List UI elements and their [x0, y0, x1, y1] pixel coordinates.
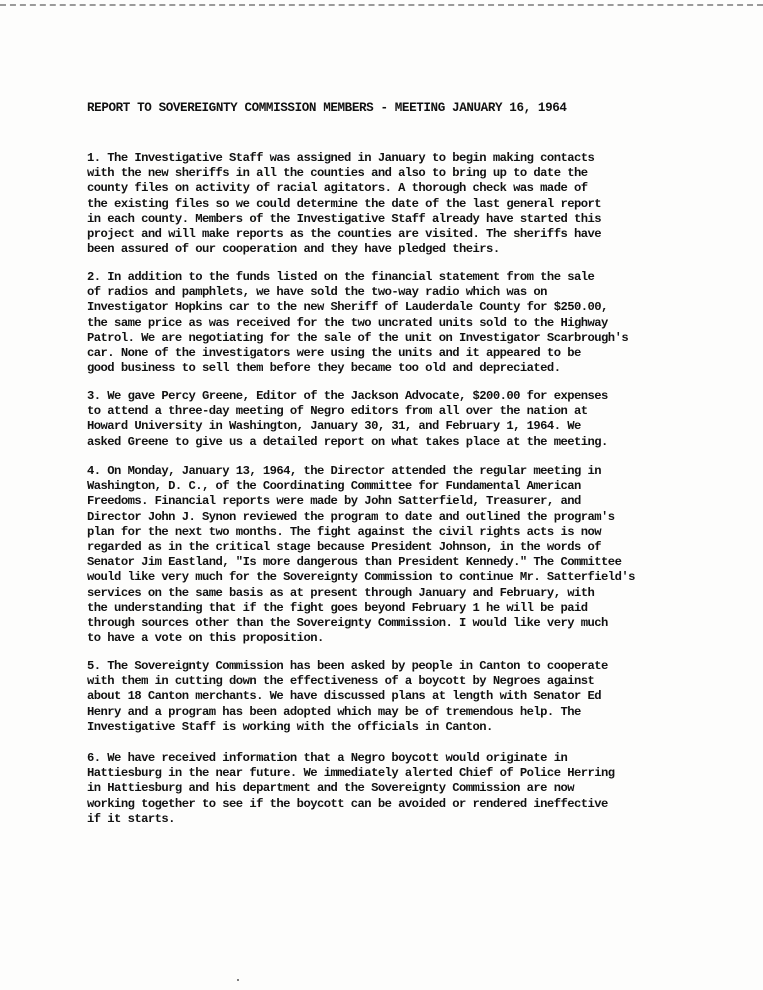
- text-line: 3. We gave Percy Greene, Editor of the Jackson Advocate, $200.00 for expenses: [87, 389, 608, 403]
- text-line: project and will make reports as the counties are visited. The sheriffs have: [87, 226, 602, 241]
- text-line: Howard University in Washington, January 30, 31, and February 1, 1964. We: [87, 419, 581, 434]
- text-line: 6. We have received information that a Negro boycott would originate in: [87, 751, 568, 765]
- text-line: with the new sheriffs in all the counties and also to bring up to date the: [87, 166, 588, 181]
- text-line: 4. On Monday, January 13, 1964, the Director attended the regular meeting in: [87, 464, 602, 478]
- text-line: through sources other than the Sovereignty Commission. I would like very much: [87, 615, 608, 630]
- paragraph-6: [87, 751, 615, 827]
- text-line: the understanding that if the fight goes beyond February 1 he will be paid: [87, 600, 588, 615]
- text-line: in Hattiesburg and his department and the Sovereignty Commission are now: [87, 781, 574, 796]
- text-line: Hattiesburg in the near future. We immediately alerted Chief of Police Herring: [87, 766, 615, 781]
- text-line: plan for the next two months. The fight against the civil rights acts is now: [87, 524, 602, 539]
- text-line: 5. The Sovereignty Commission has been asked by people in Canton to cooperate: [87, 659, 608, 673]
- text-line: working together to see if the boycott can be avoided or rendered ineffective: [87, 796, 608, 811]
- paragraph-2: [87, 270, 628, 376]
- page-top-edge: [0, 4, 763, 6]
- paragraph-5: [87, 659, 608, 735]
- paragraph-3: [87, 389, 608, 450]
- text-line: in each county. Members of the Investigative Staff already have started this: [87, 211, 602, 226]
- text-line: county files on activity of racial agitators. A thorough check was made of: [87, 181, 588, 196]
- text-line: asked Greene to give us a detailed report on what takes place at the meeting.: [87, 434, 608, 449]
- text-line: the same price as was received for the two uncrated units sold to the Highway: [87, 315, 608, 330]
- text-line: good business to sell them before they became too old and depreciated.: [87, 361, 561, 376]
- text-line: would like very much for the Sovereignty Commission to continue Mr. Satterfield's: [87, 570, 635, 585]
- text-line: of radios and pamphlets, we have sold the two-way radio which was on: [87, 285, 547, 300]
- text-line: 2. In addition to the funds listed on the financial statement from the sale: [87, 270, 595, 284]
- text-line: services on the same basis as at present through January and February, with: [87, 585, 595, 600]
- text-line: to have a vote on this proposition.: [87, 631, 324, 646]
- text-line: with them in cutting down the effectiveness of a boycott by Negroes against: [87, 674, 595, 689]
- text-line: if it starts.: [87, 811, 175, 826]
- text-line: Freedoms. Financial reports were made by John Satterfield, Treasurer, and: [87, 494, 581, 509]
- text-line: to attend a three-day meeting of Negro editors from all over the nation at: [87, 404, 588, 419]
- text-line: Patrol. We are negotiating for the sale of the unit on Investigator Scarbrough's: [87, 330, 629, 345]
- report-title: REPORT TO SOVEREIGNTY COMMISSION MEMBERS - MEETING JANUARY 16, 1964: [87, 101, 567, 115]
- text-line: the existing files so we could determine the date of the last general report: [87, 196, 602, 211]
- text-line: Senator Jim Eastland, "Is more dangerous than President Kennedy." The Committee: [87, 555, 622, 570]
- text-line: Director John J. Synon reviewed the program to date and outlined the program's: [87, 509, 615, 524]
- text-line: about 18 Canton merchants. We have discussed plans at length with Senator Ed: [87, 689, 602, 704]
- text-line: car. None of the investigators were using the units and it appeared to be: [87, 345, 581, 360]
- text-line: been assured of our cooperation and they have pledged theirs.: [87, 242, 500, 257]
- text-line: Washington, D. C., of the Coordinating Committee for Fundamental American: [87, 479, 581, 494]
- text-line: 1. The Investigative Staff was assigned in January to begin making contacts: [87, 151, 595, 165]
- text-line: Henry and a program has been adopted which may be of tremendous help. The: [87, 704, 581, 719]
- paragraph-4: [87, 464, 635, 646]
- paragraph-1: [87, 151, 601, 257]
- text-line: regarded as in the critical stage because President Johnson, in the words of: [87, 539, 602, 554]
- scan-speck: [237, 979, 239, 981]
- text-line: Investigator Hopkins car to the new Sheriff of Lauderdale County for $250.00,: [87, 300, 608, 315]
- text-line: Investigative Staff is working with the officials in Canton.: [87, 719, 493, 734]
